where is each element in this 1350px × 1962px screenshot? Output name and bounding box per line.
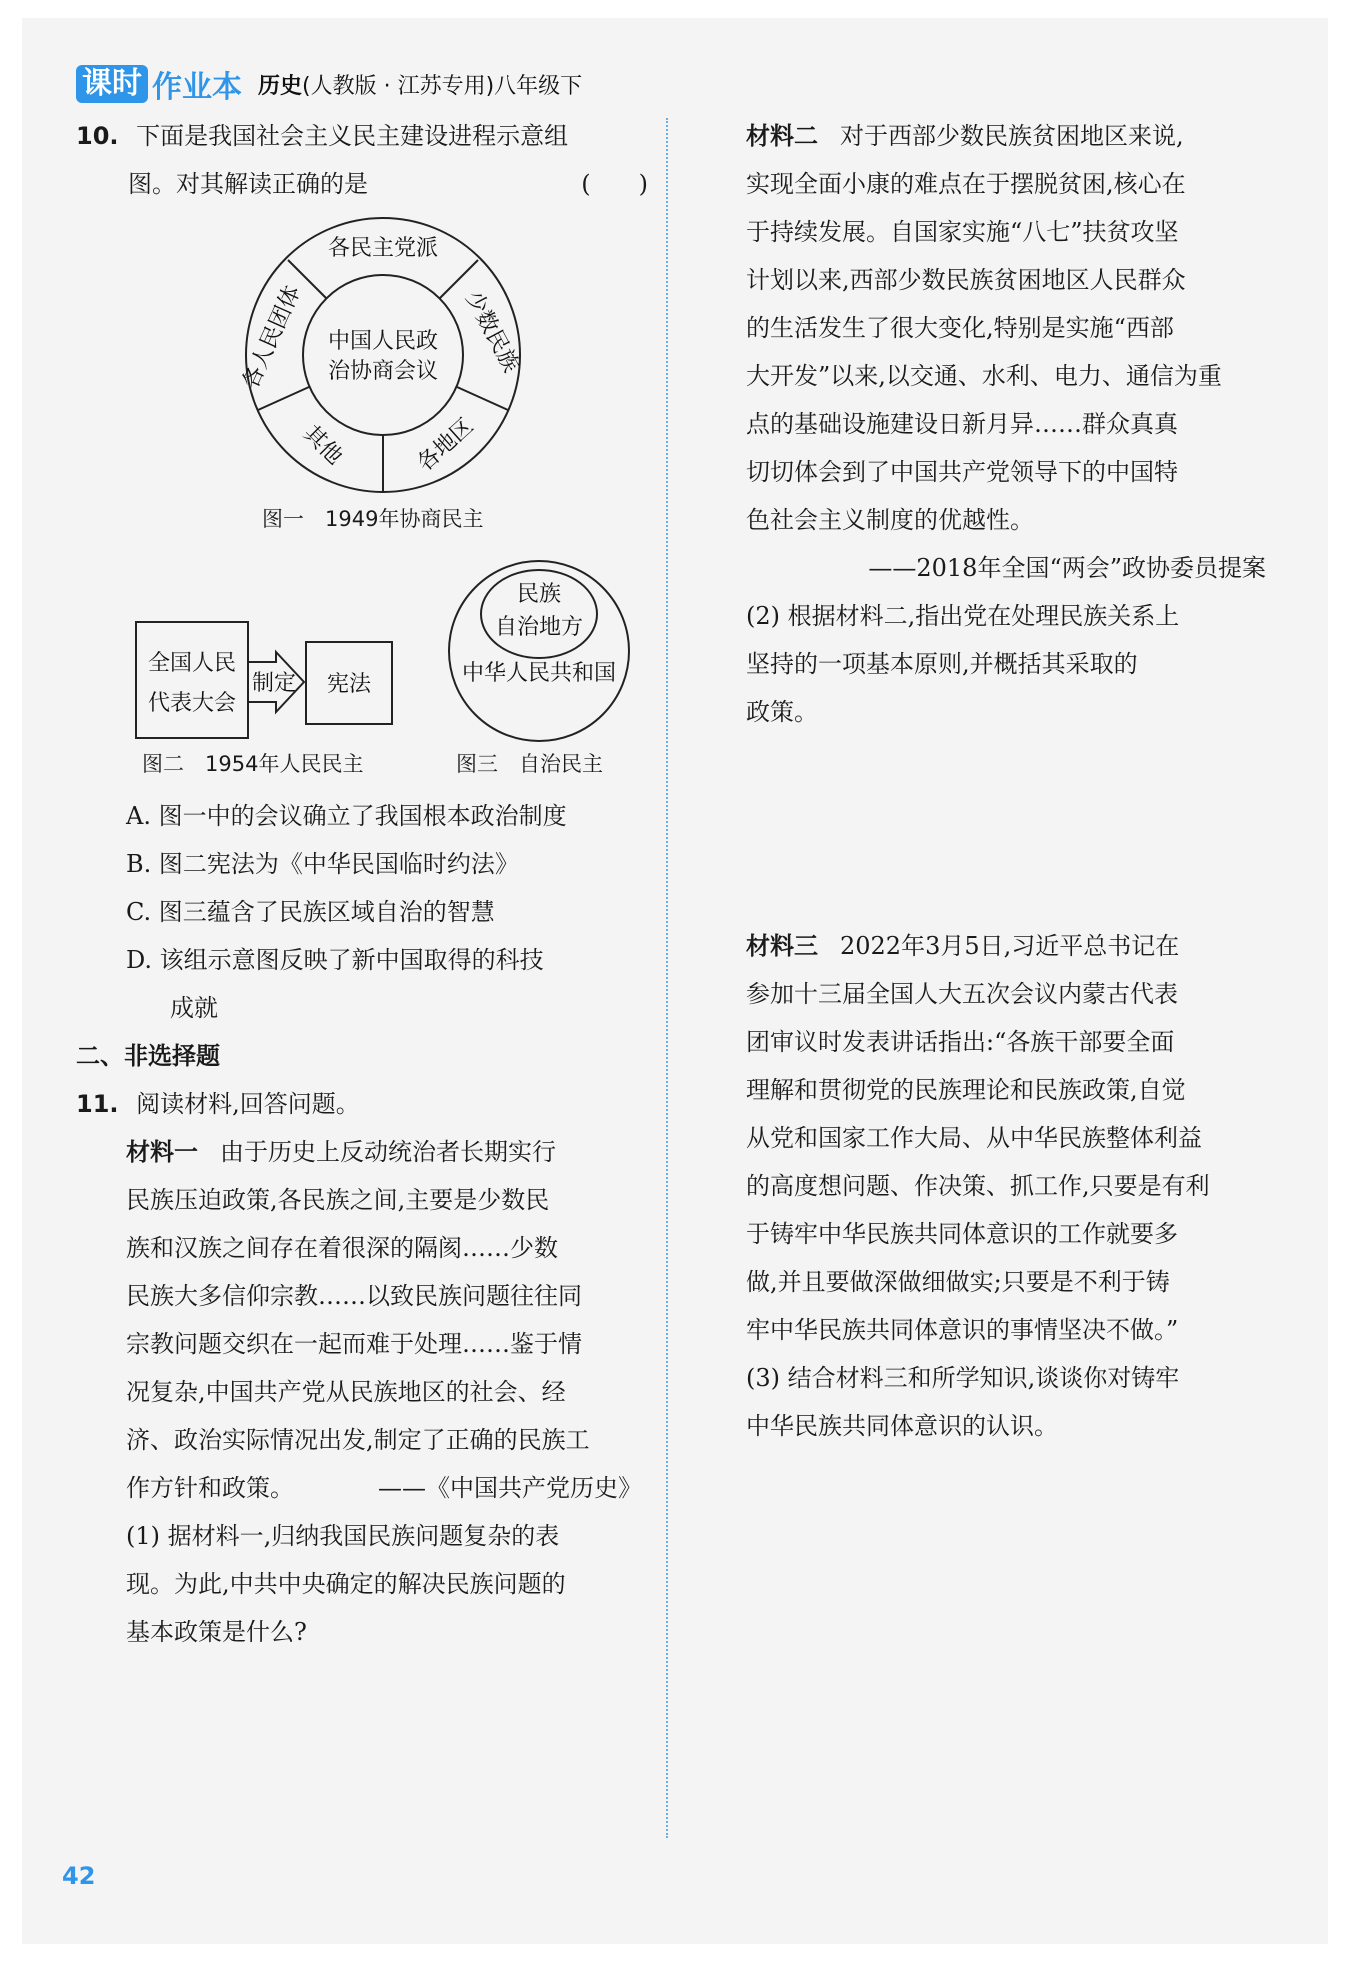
material3-line: 做,并且要做深做细做实;只要是不利于铸 <box>746 1268 1170 1296</box>
figure2-caption: 图二 1954年人民民主 <box>142 752 364 776</box>
q10-stem-line2-row <box>128 160 648 208</box>
header <box>76 62 582 106</box>
q10-option-d-cont: 成就 <box>170 994 218 1022</box>
q11-stem-row <box>76 1080 360 1128</box>
material2-line: 切切体会到了中国共产党领导下的中国特 <box>746 458 1178 486</box>
q10-answer-bracket: ( ) <box>581 170 648 198</box>
material1-line: 民族压迫政策,各民族之间,主要是少数民 <box>126 1186 550 1214</box>
material1-source: ——《中国共产党历史》 <box>378 1474 642 1502</box>
material3-line: 的高度想问题、作决策、抓工作,只要是有利 <box>746 1172 1210 1200</box>
fig3-outer-label: 中华人民共和国 <box>461 661 617 686</box>
fig2-arrow-label: 制定 <box>251 671 297 696</box>
fig2-box2-text: 宪法 <box>326 672 372 697</box>
fig1-segment-bottom-left: 其他 <box>298 421 347 470</box>
material3-line: 参加十三届全国人大五次会议内蒙古代表 <box>746 980 1178 1008</box>
fig3-inner-line2: 自治地方 <box>494 615 584 640</box>
q10-stem-line2: 图。对其解读正确的是 <box>128 170 368 198</box>
material2-line: 对于西部少数民族贫困地区来说, <box>840 122 1184 150</box>
fig2-box1-line1: 全国人民 <box>147 651 237 676</box>
fig1-center-line2: 治协商会议 <box>327 359 439 384</box>
page-number: 42 <box>62 1862 96 1890</box>
material2-line: 色社会主义制度的优越性。 <box>746 506 1034 534</box>
material3-line: 牢中华民族共同体意识的事情坚决不做。” <box>746 1316 1179 1344</box>
column-divider <box>666 118 668 1838</box>
figure2-diagram <box>134 618 396 748</box>
figure3-diagram <box>444 556 634 746</box>
q10-option-a[interactable]: A. 图一中的会议确立了我国根本政治制度 <box>126 802 567 830</box>
material2 <box>746 112 1266 736</box>
material1-line: 族和汉族之间存在着很深的隔阂……少数 <box>126 1234 558 1262</box>
material1 <box>126 1128 642 1656</box>
material3-label: 材料三 <box>746 932 818 960</box>
logo-ke: 课时 <box>76 65 148 103</box>
material1-line: 民族大多信仰宗教……以致民族问题往往同 <box>126 1282 582 1310</box>
material1-label: 材料一 <box>126 1138 198 1166</box>
figure1-diagram <box>238 210 528 500</box>
q11-sub3-line: (3) 结合材料三和所学知识,谈谈你对铸牢 <box>746 1364 1180 1392</box>
q10-stem-line1: 下面是我国社会主义民主建设进程示意组 <box>136 122 569 150</box>
figure1-caption: 图一 1949年协商民主 <box>262 507 484 531</box>
fig2-box-npc <box>136 622 248 738</box>
material2-line: 计划以来,西部少数民族贫困地区人民群众 <box>746 266 1186 294</box>
material3-line: 理解和贯彻党的民族理论和民族政策,自觉 <box>746 1076 1186 1104</box>
q11-sub2-line: (2) 根据材料二,指出党在处理民族关系上 <box>746 602 1180 630</box>
fig1-segment-left: 各人民团体 <box>238 282 306 393</box>
material2-label: 材料二 <box>746 122 818 150</box>
q10-option-c[interactable]: C. 图三蕴含了民族区域自治的智慧 <box>126 898 495 926</box>
q10-option-d[interactable]: D. 该组示意图反映了新中国取得的科技 <box>126 946 544 974</box>
material3-line: 于铸牢中华民族共同体意识的工作就要多 <box>746 1220 1178 1248</box>
q11-sub3-line: 中华民族共同体意识的认识。 <box>746 1412 1058 1440</box>
logo-zuoyeben: 作业本 <box>152 70 242 105</box>
material3 <box>746 922 1266 1450</box>
q11-number: 11. <box>76 1090 119 1118</box>
material1-line: 宗教问题交织在一起而难于处理……鉴于情 <box>126 1330 582 1358</box>
figure3-caption: 图三 自治民主 <box>456 752 603 776</box>
material1-line: 由于历史上反动统治者长期实行 <box>220 1138 556 1166</box>
fig1-inner-circle <box>303 275 463 435</box>
q10-number: 10. <box>76 122 119 150</box>
fig1-segment-top: 各民主党派 <box>327 236 439 261</box>
material2-line: 大开发”以来,以交通、水利、电力、通信为重 <box>746 362 1222 390</box>
q10-option-b[interactable]: B. 图二宪法为《中华民国临时约法》 <box>126 850 519 878</box>
material2-line: 的生活发生了很大变化,特别是实施“西部 <box>746 314 1174 342</box>
q11-sub1-line: (1) 据材料一,归纳我国民族问题复杂的表 <box>126 1522 560 1550</box>
q11-stem: 阅读材料,回答问题。 <box>136 1090 360 1118</box>
section2-title: 二、非选择题 <box>76 1042 220 1070</box>
header-subject: 历史(人教版 · 江苏专用)八年级下 <box>258 73 583 99</box>
fig3-inner-line1: 民族 <box>516 582 562 607</box>
fig2-box1-line2: 代表大会 <box>147 691 237 716</box>
fig1-segment-bottom-right: 各地区 <box>412 413 479 477</box>
material2-source: ——2018年全国“两会”政协委员提案 <box>868 554 1266 582</box>
material3-line: 团审议时发表讲话指出:“各族干部要全面 <box>746 1028 1175 1056</box>
material1-line: 作方针和政策。 <box>126 1474 294 1502</box>
material1-line: 况复杂,中国共产党从民族地区的社会、经 <box>126 1378 566 1406</box>
fig1-center-line1: 中国人民政 <box>327 329 439 354</box>
material3-line: 2022年3月5日,习近平总书记在 <box>840 932 1180 960</box>
material1-line: 济、政治实际情况出发,制定了正确的民族工 <box>126 1426 590 1454</box>
q11-sub2-line: 政策。 <box>746 698 818 726</box>
material2-line: 点的基础设施建设日新月异……群众真真 <box>746 410 1178 438</box>
material2-line: 实现全面小康的难点在于摆脱贫困,核心在 <box>746 170 1186 198</box>
q11-sub1-line: 基本政策是什么? <box>126 1618 307 1646</box>
material2-line: 于持续发展。自国家实施“八七”扶贫攻坚 <box>746 218 1179 246</box>
material3-line: 从党和国家工作大局、从中华民族整体利益 <box>746 1124 1202 1152</box>
q11-sub2-line: 坚持的一项基本原则,并概括其采取的 <box>746 650 1138 678</box>
q11-sub1-line: 现。为此,中共中央确定的解决民族问题的 <box>126 1570 566 1598</box>
q10-stem <box>76 112 646 160</box>
fig1-segment-right: 少数民族 <box>460 287 524 377</box>
